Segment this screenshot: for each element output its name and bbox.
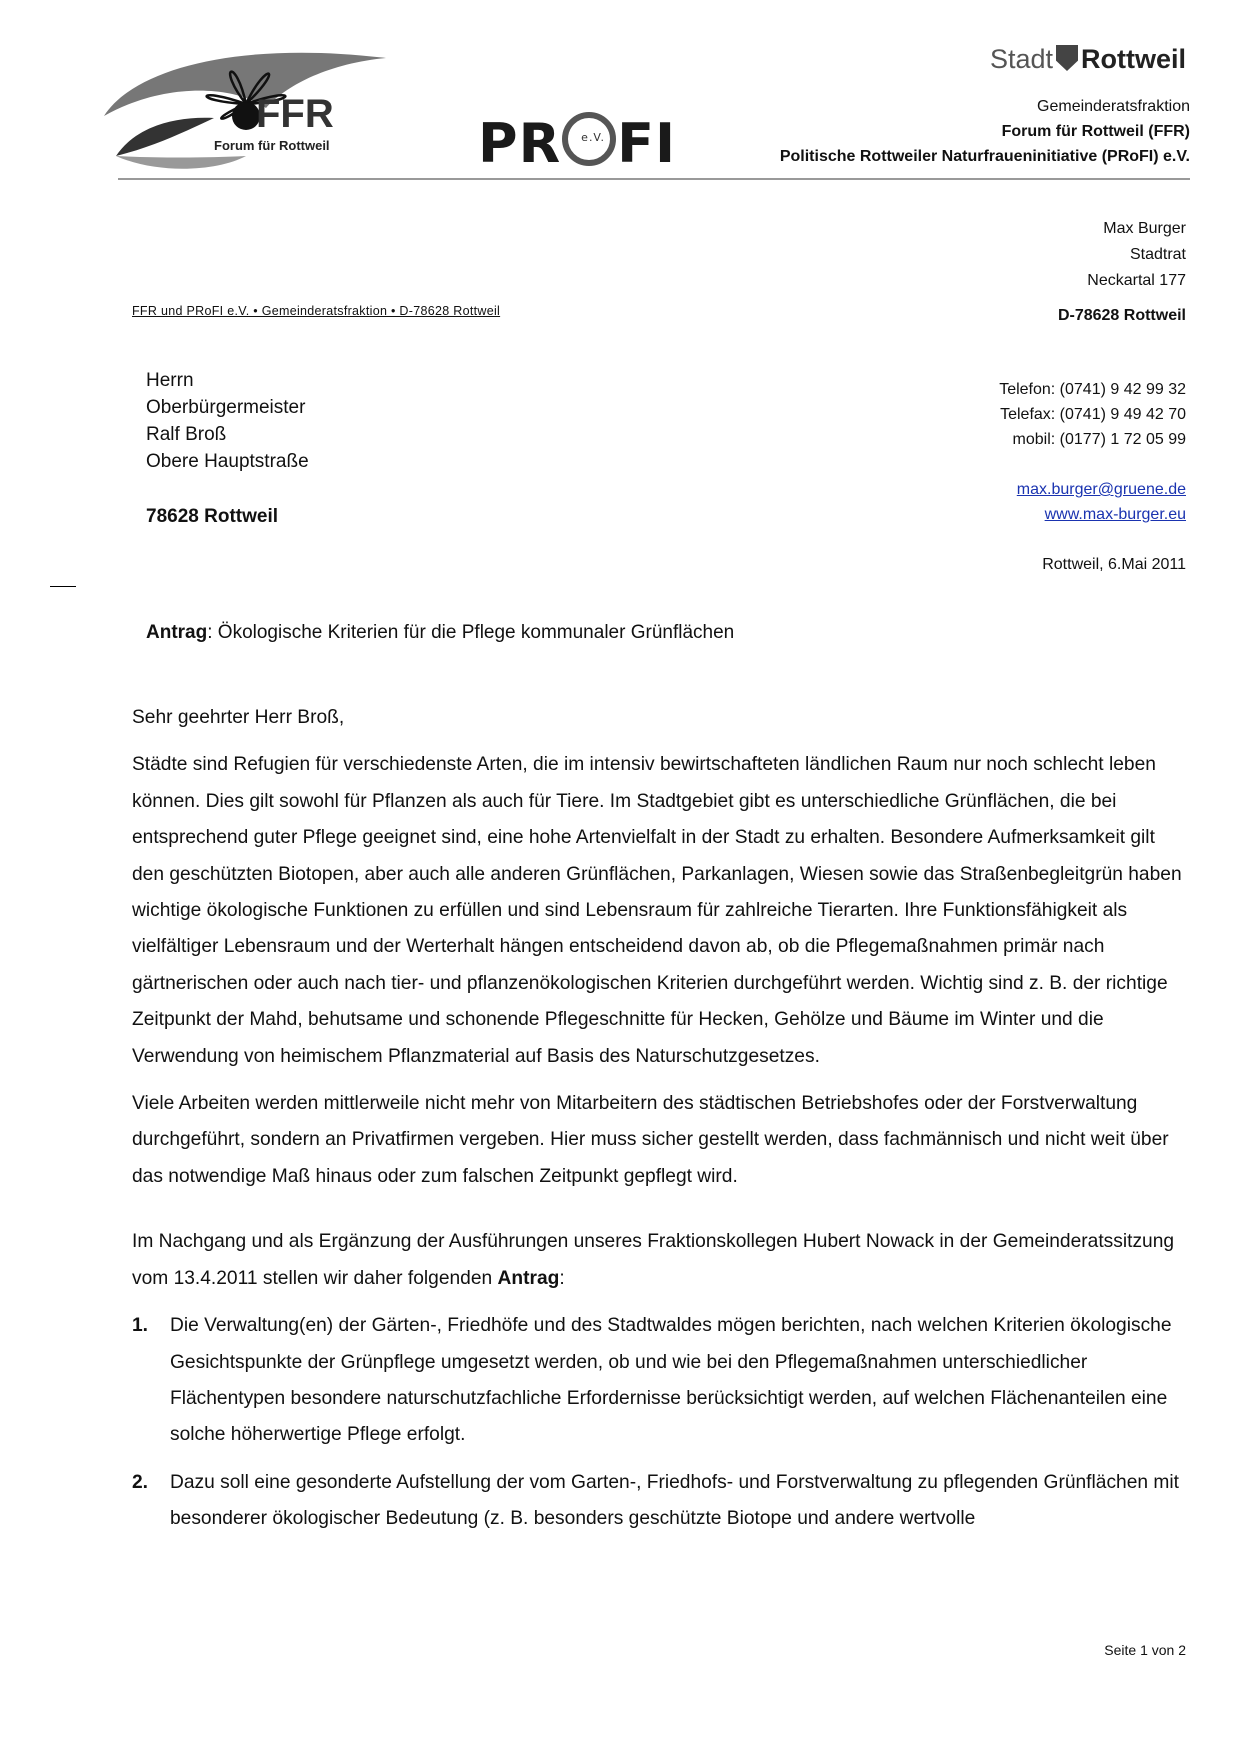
paragraph-3-start: Im Nachgang und als Ergänzung der Ausführungen unseres Fraktionskollegen Hubert Nowack in der Gemeinderatssitzung vom 13.4.2011 stellen wir daher folgenden [132,1231,1175,1289]
paragraph-1: Städte sind Refugien für verschiedenste Arten, die im intensiv bewirtschafteten ländlichen Raum nur noch schlecht leben können. Dies gilt sowohl für Pflanzen als auch für Tiere. Im Stadtgebiet gibt es unterschiedliche Grünflächen, die bei entsprechend guter Pflege geeignet sind, eine hohe Artenvielfalt in der Stadt zu erhalten. Besondere Aufmerksamkeit gilt den geschützten Biotopen, aber auch alle anderen Grünflächen, Parkanlagen, Wiesen sowie das Straßenbegleitgrün haben wichtige ökologische Funktionen zu erfüllen und sind Lebensraum für zahlreiche Tierarten. Ihre Funktionsfähigkeit als vielfältiger Lebensraum und der Werterhalt hängen entscheidend davon ab, ob die Pflegemaßnahmen primär nach gärtnerischen oder auch nach tier- und pflanzenökologischen Kriterien durchgeführt werden. Wichtig sind z. B. der richtige Zeitpunkt der Mahd, behutsame und schonende Pflegeschnitte für Hecken, Gehölze und Bäume im Winter und die Verwendung von heimischem Pflanzmaterial auf Basis des Naturschutzgesetzes. [132,754,1182,1067]
recipient-title: Oberbürgermeister [146,397,306,418]
email-link[interactable]: max.burger@gruene.de [1016,481,1186,498]
contact-phone: Telefon: (0741) 9 42 99 32 [999,381,1186,398]
page-number: Seite 1 von 2 [1104,1642,1186,1658]
sender-role: Stadtrat [1129,246,1186,263]
ffr-logo-title: FFR [256,92,334,136]
city-logo-prefix: Stadt [989,44,1053,74]
profi-logo [478,108,676,175]
subject-text: : Ökologische Kriterien für die Pflege kommunaler Grünflächen [207,622,735,643]
profi-logo-pre: PR [478,112,562,175]
list-item-text: Dazu soll eine gesonderte Aufstellung der vom Garten-, Friedhofs- und Forstverwaltung zu pflegenden Grünflächen mit besonderer ökologischer Bedeutung (z. B. besonders geschützte Biotope und andere wertvolle [170,1471,1179,1530]
letter-date: Rottweil, 6.Mai 2011 [1042,556,1186,573]
sender-street: Neckartal 177 [1087,272,1186,289]
list-item-number: 1. [132,1315,149,1337]
recipient-salutation: Herrn [146,370,194,391]
list-item [132,1308,1188,1454]
crest-icon [1056,45,1078,71]
subject-line [146,622,734,644]
letterhead-line-2: Forum für Rottweil (FFR) [1001,123,1190,140]
paragraph-3-end: : [559,1267,565,1289]
contact-fax: Telefax: (0741) 9 49 42 70 [1000,406,1186,423]
list-item-number: 2. [132,1471,149,1493]
city-logo [990,44,1186,75]
recipient-block [146,367,309,530]
profi-logo-post: FI [617,112,677,175]
list-item [132,1465,1188,1538]
sender-name: Max Burger [1103,220,1186,237]
website-link[interactable]: www.max-burger.eu [1044,506,1186,523]
greeting: Sehr geehrter Herr Broß, [132,707,345,728]
ffr-logo [96,46,396,176]
recipient-street: Obere Hauptstraße [146,451,309,472]
city-logo-name: Rottweil [1081,44,1186,74]
letter-body [132,700,1188,1549]
ffr-logo-subtitle: Forum für Rottweil [214,138,330,153]
letterhead [780,94,1190,169]
header-divider [118,178,1190,180]
recipient-name: Ralf Broß [146,424,227,445]
contact-mobile: mobil: (0177) 1 72 05 99 [1012,431,1186,448]
ffr-logo-graphic [96,46,396,176]
recipient-city: 78628 Rottweil [146,506,278,527]
paragraph-3 [132,1224,1188,1297]
letterhead-line-1: Gemeinderatsfraktion [1037,98,1190,115]
letterhead-line-3: Politische Rottweiler Naturfraueninitiative (PRoFI) e.V. [779,148,1190,165]
contact-block [999,377,1186,527]
profi-logo-o [562,112,616,166]
sender-block [1058,216,1186,329]
fold-mark [50,586,76,587]
paragraph-2: Viele Arbeiten werden mittlerweile nicht mehr von Mitarbeitern des städtischen Betriebshofes oder der Forstverwaltung durchgeführt, sondern an Privatfirmen vergeben. Hier muss sicher gestellt werden, dass fachmännisch und nicht weit über das notwendige Maß hinaus oder zum falschen Zeitpunkt gepflegt wird. [132,1093,1169,1187]
sender-city: D-78628 Rottweil [1057,307,1186,324]
request-list [132,1308,1188,1537]
paragraph-3-bold: Antrag [497,1267,560,1289]
subject-label: Antrag [146,622,208,643]
profi-logo-ev: e.V. [581,131,606,144]
return-address: FFR und PRoFI e.V. • Gemeinderatsfraktion • D-78628 Rottweil [132,304,501,318]
list-item-text: Die Verwaltung(en) der Gärten-, Friedhöfe und des Stadtwaldes mögen berichten, nach welchen Kriterien ökologische Gesichtspunkte der Grünpflege umgesetzt werden, ob und wie bei den Pflegemaßnahmen unterschiedlicher Flächentypen besondere naturschutzfachliche Erfordernisse berücksichtigt werden, auf welchen Flächenanteilen eine solche höherwertige Pflege erfolgt. [170,1315,1172,1446]
